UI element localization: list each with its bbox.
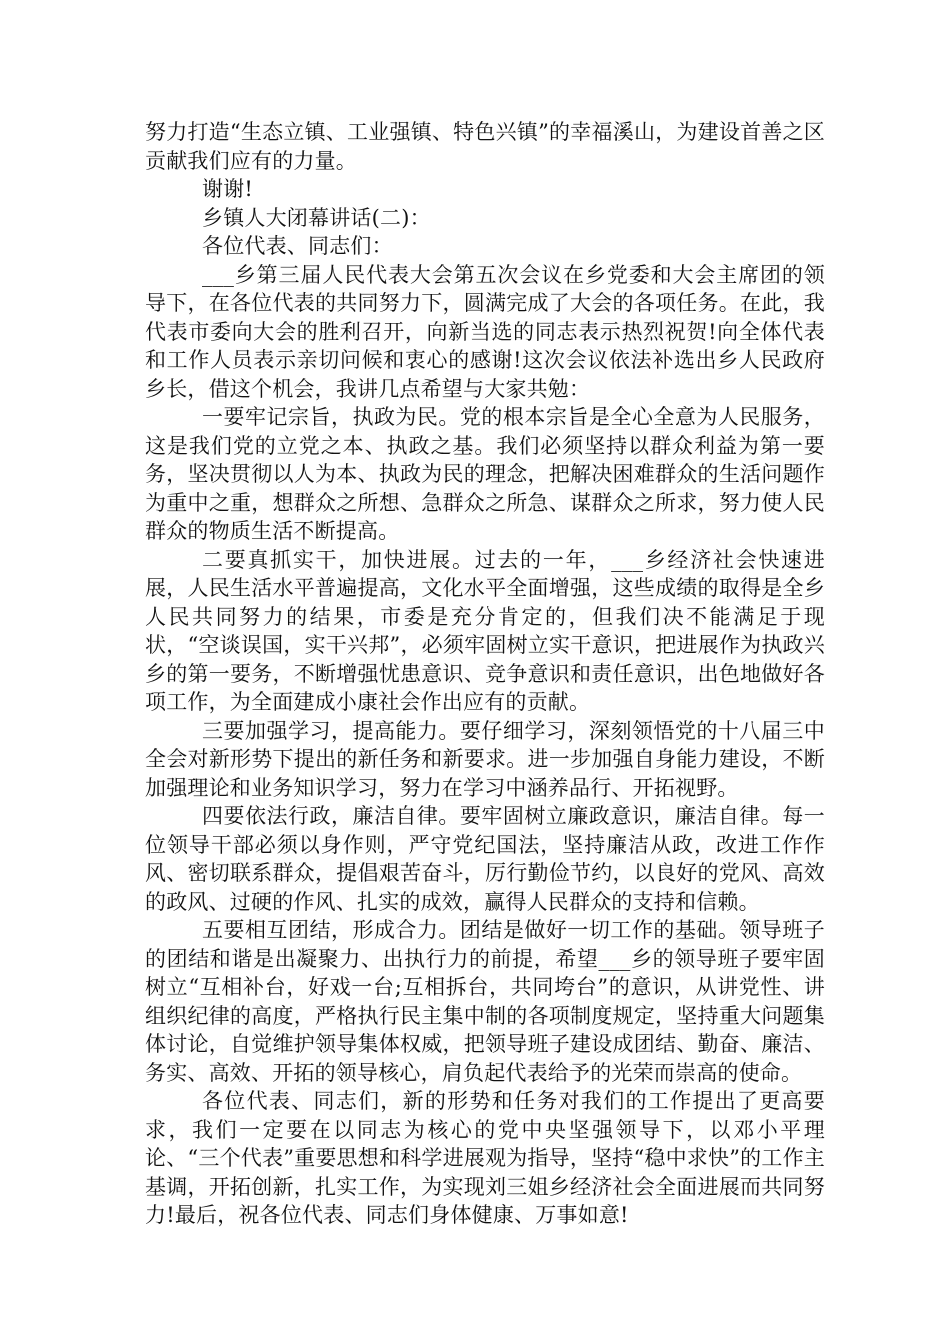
paragraph-point-1: 一要牢记宗旨，执政为民。党的根本宗旨是全心全意为人民服务，这是我们党的立党之本、执政之基。我们必须坚持以群众利益为第一要务，坚决贯彻以人为本、执政为民的理念，把解决困难群众的生活问题作为重中之重，想群众之所想、急群众之所急、谋群众之所求，努力使人民群众的物质生活不断提高。 bbox=[145, 405, 825, 543]
section-title: 乡镇人大闭幕讲话(二)： bbox=[202, 205, 431, 230]
paragraph-point-2: 二要真抓实干，加快进展。过去的一年，___乡经济社会快速进展，人民生活水平普遍提高，文化水平全面增强，这些成绩的取得是全乡人民共同努力的结果，市委是充分肯定的，但我们决不能满足于现状，“空谈误国，实干兴邦”，必须牢固树立实干意识，把进展作为执政兴乡的第一要务，不断增强忧患意识、竞争意识和责任意识，出色地做好各项工作，为全面建成小康社会作出应有的贡献。 bbox=[145, 547, 825, 714]
paragraph-point-5: 五要相互团结，形成合力。团结是做好一切工作的基础。领导班子的团结和谐是出凝聚力、出执行力的前提，希望___乡的领导班子要牢固树立“互相补台，好戏一台;互相拆台，共同垮台”的意识，从讲党性、讲组织纪律的高度，严格执行民主集中制的各项制度规定，坚持重大问题集体讨论，自觉维护领导集体权威，把领导班子建设成团结、勤奋、廉洁、务实、高效、开拓的领导核心，肩负起代表给予的光荣而崇高的使命。 bbox=[145, 918, 825, 1085]
document-body bbox=[145, 118, 825, 1230]
paragraph-intro: ___乡第三届人民代表大会第五次会议在乡党委和大会主席团的领导下，在各位代表的共同努力下，圆满完成了大会的各项任务。在此，我代表市委向大会的胜利召开，向新当选的同志表示热烈祝贺!向全体代表和工作人员表示亲切问候和衷心的感谢!这次会议依法补选出乡人民政府乡长，借这个机会，我讲几点希望与大家共勉： bbox=[145, 262, 825, 401]
paragraph-thanks: 谢谢! bbox=[202, 177, 254, 201]
paragraph-point-4: 四要依法行政，廉洁自律。要牢固树立廉政意识，廉洁自律。每一位领导干部必须以身作则，严守党纪国法，坚持廉洁从政，改进工作作风、密切联系群众，提倡艰苦奋斗，厉行勤俭节约，以良好的党风、高效的政风、过硬的作风、扎实的成效，赢得人民群众的支持和信赖。 bbox=[145, 804, 825, 914]
paragraph-point-3: 三要加强学习，提高能力。要仔细学习，深刻领悟党的十八届三中全会对新形势下提出的新任务和新要求。进一步加强自身能力建设，不断加强理论和业务知识学习，努力在学习中涵养品行、开拓视野。 bbox=[145, 718, 825, 800]
paragraph-closing: 各位代表、同志们，新的形势和任务对我们的工作提出了更高要求，我们一定要在以同志为核心的党中央坚强领导下，以邓小平理论、“三个代表”重要思想和科学进展观为指导，坚持“稳中求快”的工作主基调，开拓创新，扎实工作，为实现刘三姐乡经济社会全面进展而共同努力!最后，祝各位代表、同志们身体健康、万事如意! bbox=[145, 1089, 825, 1227]
salutation: 各位代表、同志们： bbox=[202, 234, 393, 258]
paragraph-continuation: 努力打造“生态立镇、工业强镇、特色兴镇”的幸福溪山，为建设首善之区贡献我们应有的力量。 bbox=[145, 120, 825, 173]
